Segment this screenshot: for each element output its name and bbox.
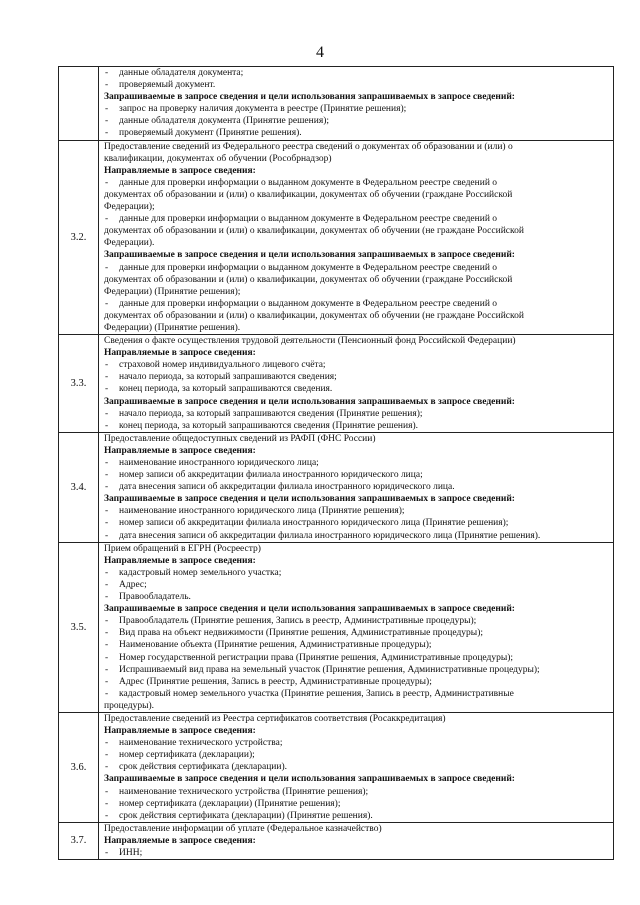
list-item: - страховой номер индивидуального лицевого счёта; xyxy=(104,359,613,371)
list-item: - номер сертификата (декларации) (Принятие решения); xyxy=(104,798,613,810)
section-heading: Направляемые в запросе сведения: xyxy=(104,835,256,846)
list-item: - Правообладатель. xyxy=(104,591,613,603)
list-item: - данные для проверки информации о выданном документе в Федеральном реестре сведений о xyxy=(104,298,613,310)
text-line: документах об образовании и (или) о квалификации, документах об обучении (не граждане Российской xyxy=(104,226,524,237)
table-row xyxy=(59,432,614,542)
list-item: - запрос на проверку наличия документа в реестре (Принятие решения); xyxy=(104,103,613,115)
section-heading: Запрашиваемые в запросе сведения и цели использования запрашиваемых в запросе сведений: xyxy=(104,92,515,103)
list-item: - наименование технического устройства; xyxy=(104,737,613,749)
text-line: документах об образовании и (или) о квалификации, документах об обучении (граждане Российской xyxy=(104,274,513,285)
list-item: - конец периода, за который запрашиваются сведения. xyxy=(104,383,613,395)
list-item: - номер сертификата (декларации); xyxy=(104,749,613,761)
text-line: процедуры). xyxy=(104,700,155,711)
list-item: - Адрес (Принятие решения, Запись в реестр, Административные процедуры); xyxy=(104,676,613,688)
row-content xyxy=(99,822,614,859)
text-line: Федерации); xyxy=(104,202,155,213)
list-item: - данные обладателя документа (Принятие решения); xyxy=(104,115,613,127)
section-heading: Запрашиваемые в запросе сведения и цели использования запрашиваемых в запросе сведений: xyxy=(104,396,515,407)
list-item: - проверяемый документ (Принятие решения). xyxy=(104,127,613,139)
list-item: - конец периода, за который запрашиваются сведения (Принятие решения). xyxy=(104,420,613,432)
list-item: - данные для проверки информации о выданном документе в Федеральном реестре сведений о xyxy=(104,262,613,274)
list-item: - номер записи об аккредитации филиала иностранного юридического лица (Принятие решения); xyxy=(104,517,613,529)
row-number: 3.7. xyxy=(59,822,99,859)
list-item: - срок действия сертификата (декларации) (Принятие решения). xyxy=(104,810,613,822)
section-heading: Направляемые в запросе сведения: xyxy=(104,348,256,359)
row-number xyxy=(59,67,99,141)
row-number: 3.2. xyxy=(59,140,99,335)
list-item: - Номер государственной регистрации права (Принятие решения, Административные процедуры); xyxy=(104,652,613,664)
list-item: - дата внесения записи об аккредитации филиала иностранного юридического лица (Принятие решения). xyxy=(104,530,613,542)
section-heading: Направляемые в запросе сведения: xyxy=(104,165,256,176)
row-content xyxy=(99,140,614,335)
table-row xyxy=(59,712,614,822)
list-item: - дата внесения записи об аккредитации филиала иностранного юридического лица. xyxy=(104,481,613,493)
list-item: - срок действия сертификата (декларации). xyxy=(104,761,613,773)
row-number: 3.5. xyxy=(59,542,99,712)
list-item: - проверяемый документ. xyxy=(104,79,613,91)
section-heading: Направляемые в запросе сведения: xyxy=(104,555,256,566)
list-item: - Адрес; xyxy=(104,579,613,591)
list-item: - наименование иностранного юридического лица; xyxy=(104,457,613,469)
list-item: - Испрашиваемый вид права на земельный участок (Принятие решения, Административные процедуры); xyxy=(104,664,613,676)
text-line: Федерации) (Принятие решения). xyxy=(104,322,241,333)
text-line: Федерации) (Принятие решения); xyxy=(104,286,241,297)
text-line: Предоставление сведений из Реестра сертификатов соответствия (Росаккредитация) xyxy=(104,713,446,724)
section-heading: Запрашиваемые в запросе сведения и цели использования запрашиваемых в запросе сведений: xyxy=(104,494,515,505)
text-line: документах об образовании и (или) о квалификации, документах об обучении (не граждане Российской xyxy=(104,310,524,321)
row-content xyxy=(99,67,614,141)
list-item: - Правообладатель (Принятие решения, Запись в реестр, Административные процедуры); xyxy=(104,615,613,627)
table-row xyxy=(59,335,614,433)
text-line: Предоставление информации об уплате (Федеральное казначейство) xyxy=(104,823,382,834)
list-item: - Наименование объекта (Принятие решения, Административные процедуры); xyxy=(104,639,613,651)
text-line: Прием обращений в ЕГРН (Росреестр) xyxy=(104,543,261,554)
row-number: 3.4. xyxy=(59,432,99,542)
section-heading: Запрашиваемые в запросе сведения и цели использования запрашиваемых в запросе сведений: xyxy=(104,604,515,615)
page-number: 4 xyxy=(316,44,324,61)
section-heading: Направляемые в запросе сведения: xyxy=(104,445,256,456)
row-content xyxy=(99,432,614,542)
list-item: - данные для проверки информации о выданном документе в Федеральном реестре сведений о xyxy=(104,177,613,189)
row-content xyxy=(99,335,614,433)
list-item: - ИНН; xyxy=(104,847,613,859)
list-item: - кадастровый номер земельного участка; xyxy=(104,567,613,579)
table-row xyxy=(59,140,614,335)
list-item: - Вид права на объект недвижимости (Принятие решения, Административные процедуры); xyxy=(104,627,613,639)
list-item: - данные для проверки информации о выданном документе в Федеральном реестре сведений о xyxy=(104,213,613,225)
text-line: документах об образовании и (или) о квалификации, документах об обучении (граждане Российской xyxy=(104,189,513,200)
text-line: квалификации, документах об обучении (Рособрнадзор) xyxy=(104,153,332,164)
list-item: - данные обладателя документа; xyxy=(104,67,613,79)
row-content xyxy=(99,542,614,712)
table-row xyxy=(59,822,614,859)
list-item: - номер записи об аккредитации филиала иностранного юридического лица; xyxy=(104,469,613,481)
table-row xyxy=(59,542,614,712)
list-item: - начало периода, за который запрашиваются сведения; xyxy=(104,371,613,383)
section-heading: Запрашиваемые в запросе сведения и цели использования запрашиваемых в запросе сведений: xyxy=(104,250,515,261)
list-item: - наименование технического устройства (Принятие решения); xyxy=(104,786,613,798)
list-item: - наименование иностранного юридического лица (Принятие решения); xyxy=(104,505,613,517)
section-heading: Запрашиваемые в запросе сведения и цели использования запрашиваемых в запросе сведений: xyxy=(104,774,515,785)
row-number: 3.6. xyxy=(59,712,99,822)
section-heading: Направляемые в запросе сведения: xyxy=(104,726,256,737)
text-line: Сведения о факте осуществления трудовой деятельности (Пенсионный фонд Российской Федерации) xyxy=(104,336,516,347)
table-row xyxy=(59,67,614,141)
row-number: 3.3. xyxy=(59,335,99,433)
list-item: - начало периода, за который запрашиваются сведения (Принятие решения); xyxy=(104,408,613,420)
text-line: Предоставление сведений из Федерального реестра сведений о документах об образовании и (или) о xyxy=(104,141,513,152)
text-line: Предоставление общедоступных сведений из РАФП (ФНС России) xyxy=(104,433,376,444)
list-item: - кадастровый номер земельного участка (Принятие решения, Запись в реестр, Административные xyxy=(104,688,613,700)
requirements-table xyxy=(58,66,614,860)
text-line: Федерации). xyxy=(104,238,155,249)
row-content xyxy=(99,712,614,822)
